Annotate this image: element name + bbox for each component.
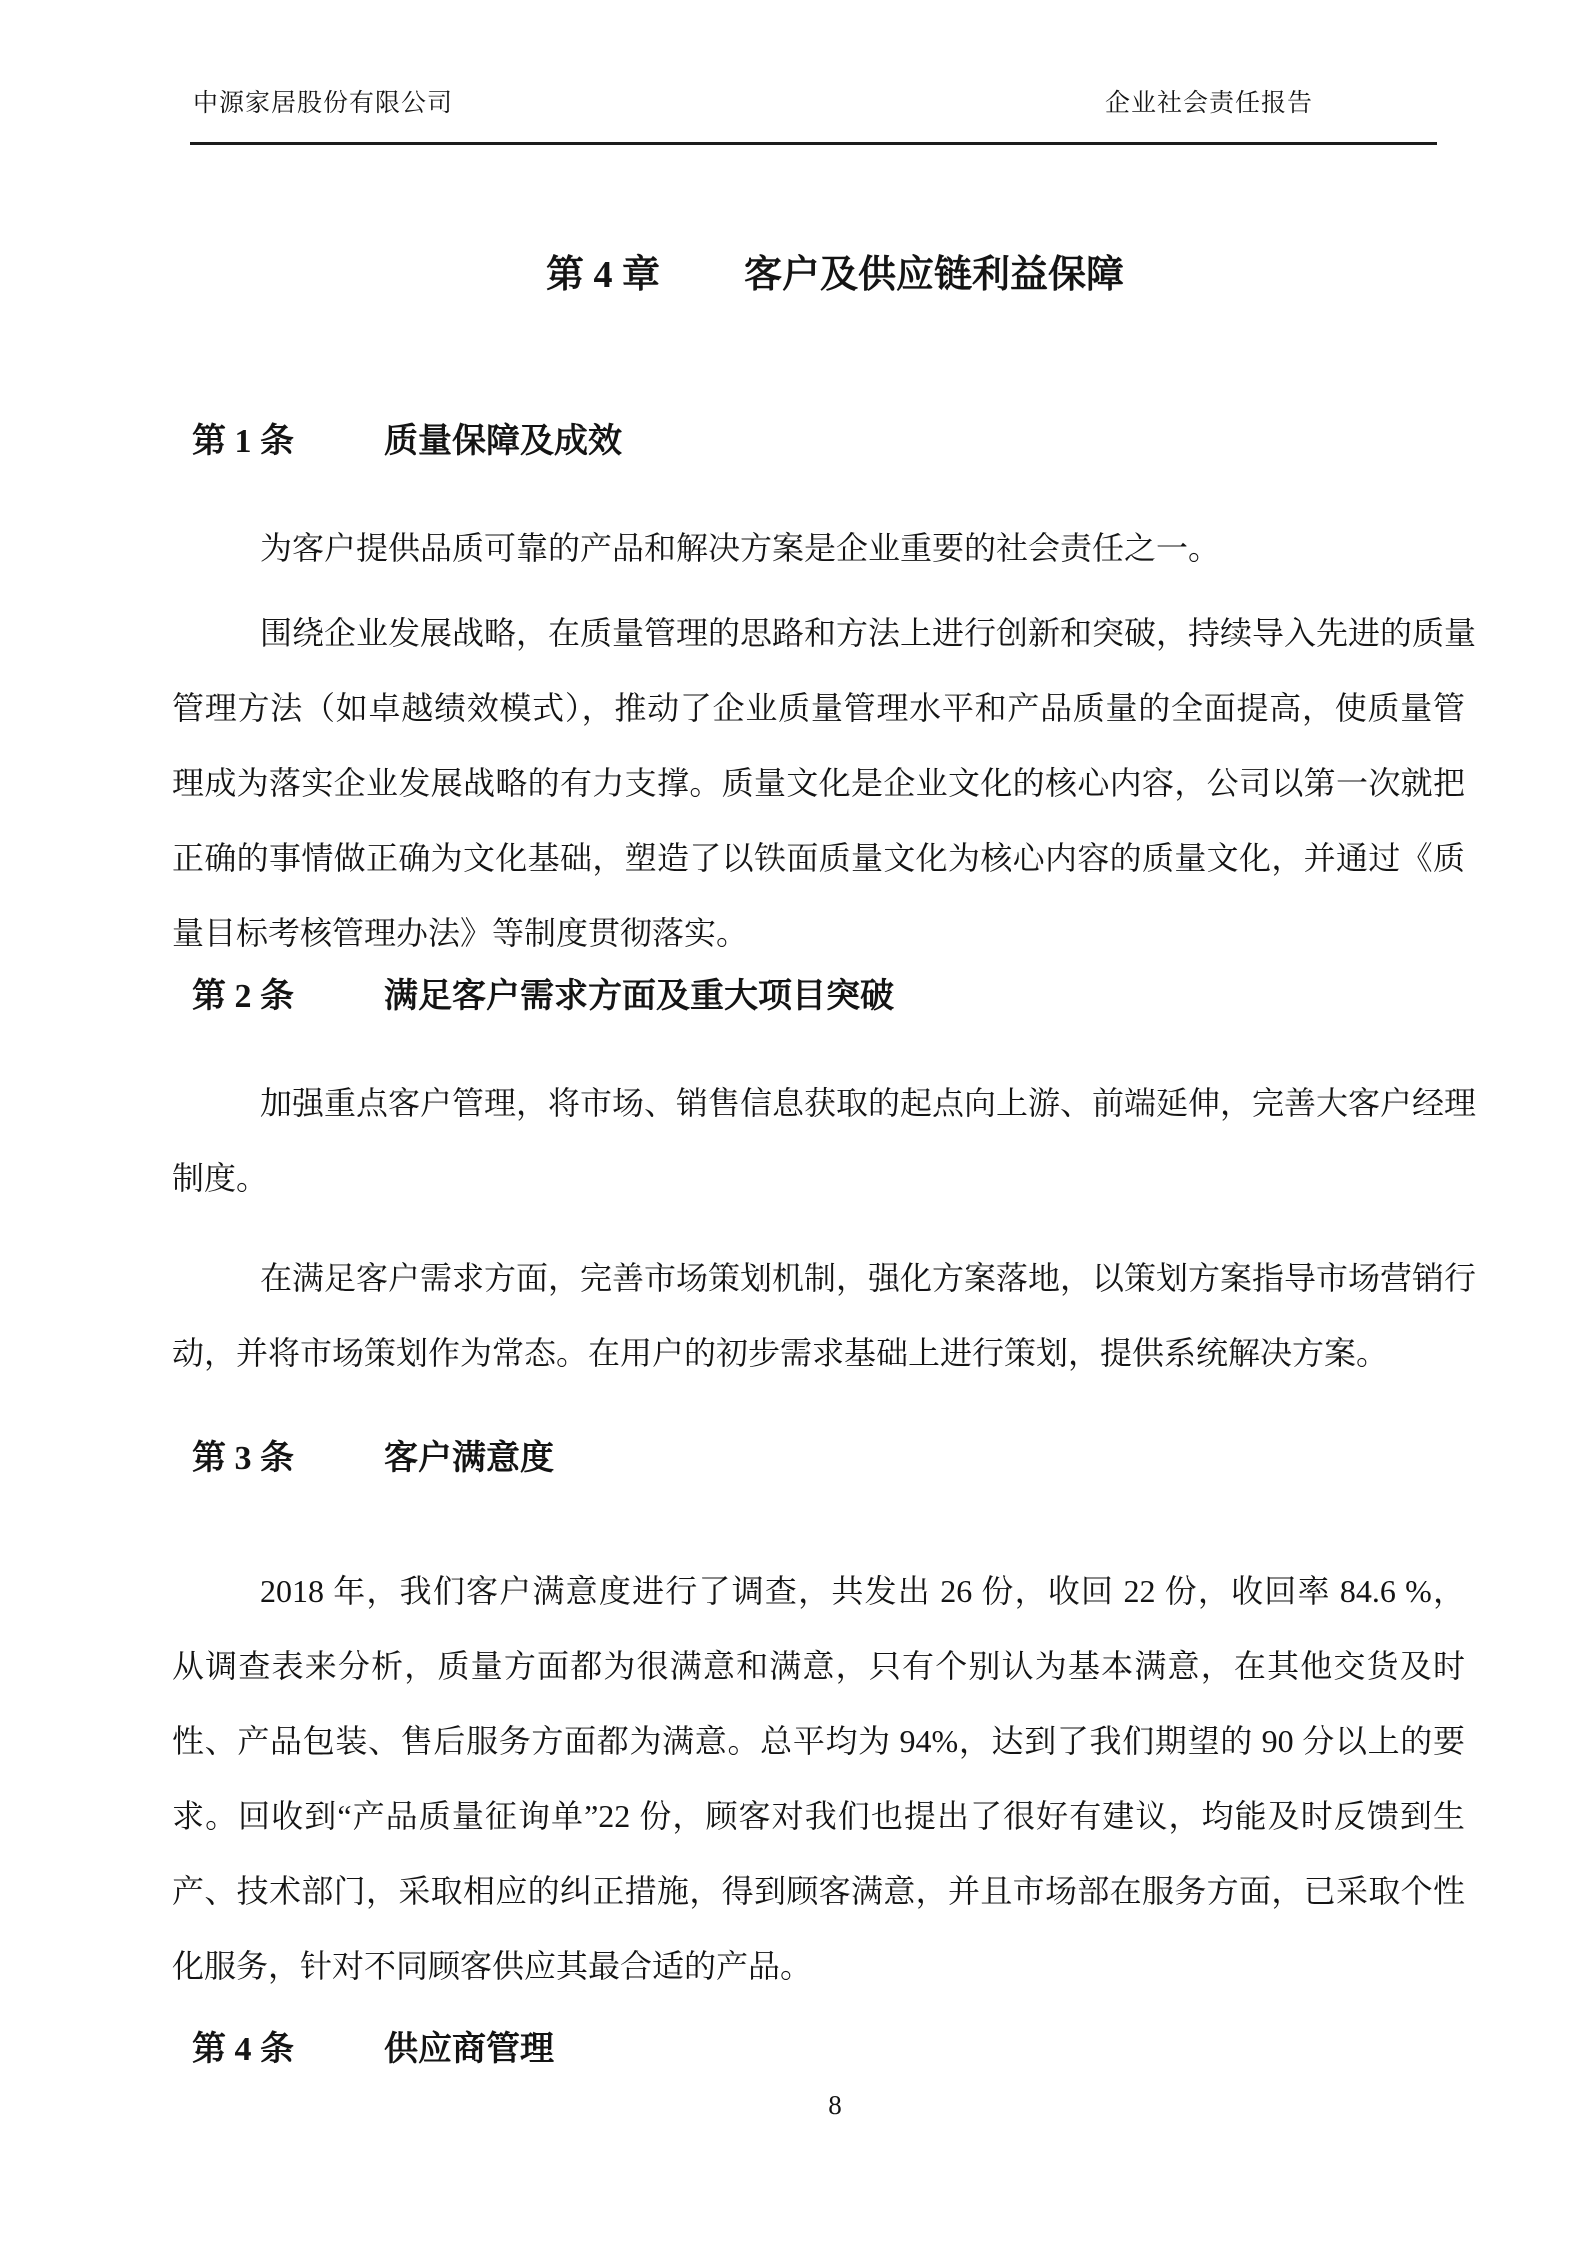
paragraph-2 xyxy=(172,596,1477,971)
chapter-title-text: 客户及供应链利益保障 xyxy=(744,254,1125,296)
section-heading-1 xyxy=(192,424,622,460)
text-line: 动，并将市场策划作为常态。在用户的初步需求基础上进行策划，提供系统解决方案。 xyxy=(172,1335,1389,1371)
text-line: 性、产品包装、售后服务方面都为满意。总平均为 94%，达到了我们期望的 90 分以上的要 xyxy=(172,1723,1465,1759)
text-line: 量目标考核管理办法》等制度贯彻落实。 xyxy=(172,915,749,951)
chapter-number: 第 4 章 xyxy=(545,254,660,296)
text-line: 产、技术部门，采取相应的纠正措施，得到顾客满意，并且市场部在服务方面，已采取个性 xyxy=(172,1873,1465,1909)
paragraph-3 xyxy=(172,1066,1477,1216)
text-line: 正确的事情做正确为文化基础，塑造了以铁面质量文化为核心内容的质量文化，并通过《质 xyxy=(172,840,1465,876)
text-line: 围绕企业发展战略，在质量管理的思路和方法上进行创新和突破，持续导入先进的质量 xyxy=(260,615,1477,651)
text-line: 2018 年，我们客户满意度进行了调查，共发出 26 份，收回 22 份，收回率 84.6 %， xyxy=(260,1573,1465,1609)
paragraph-5 xyxy=(172,1554,1465,2004)
header-company-name: 中源家居股份有限公司 xyxy=(193,90,454,117)
section-heading-4 xyxy=(192,2032,554,2068)
section-3-number: 第 3 条 xyxy=(192,1440,294,1477)
section-heading-3 xyxy=(192,1441,554,1477)
text-line: 管理方法（如卓越绩效模式），推动了企业质量管理水平和产品质量的全面提高，使质量管 xyxy=(172,690,1465,726)
text-line: 化服务，针对不同顾客供应其最合适的产品。 xyxy=(172,1948,813,1984)
text-line: 为客户提供品质可靠的产品和解决方案是企业重要的社会责任之一。 xyxy=(260,530,1221,566)
section-2-number: 第 2 条 xyxy=(192,978,294,1015)
header-report-title: 企业社会责任报告 xyxy=(1104,90,1313,117)
header-rule xyxy=(190,142,1437,145)
text-line: 从调查表来分析，质量方面都为很满意和满意，只有个别认为基本满意，在其他交货及时 xyxy=(172,1648,1465,1684)
paragraph-4 xyxy=(172,1241,1477,1391)
section-4-number: 第 4 条 xyxy=(192,2031,294,2068)
page-number: 8 xyxy=(828,2090,842,2120)
section-3-title: 客户满意度 xyxy=(384,1440,554,1477)
text-line: 理成为落实企业发展战略的有力支撑。质量文化是企业文化的核心内容，公司以第一次就把 xyxy=(172,765,1465,801)
text-line: 制度。 xyxy=(172,1160,269,1196)
chapter-title xyxy=(546,251,1124,299)
text-line: 加强重点客户管理，将市场、销售信息获取的起点向上游、前端延伸，完善大客户经理 xyxy=(260,1085,1477,1121)
text-line: 求。回收到“产品质量征询单”22 份，顾客对我们也提出了很好有建议，均能及时反馈到生 xyxy=(172,1798,1465,1834)
page-header xyxy=(193,90,1313,118)
text-line: 在满足客户需求方面，完善市场策划机制，强化方案落地，以策划方案指导市场营销行 xyxy=(260,1260,1477,1296)
section-2-title: 满足客户需求方面及重大项目突破 xyxy=(384,978,894,1015)
section-1-number: 第 1 条 xyxy=(192,423,294,460)
section-1-title: 质量保障及成效 xyxy=(384,423,622,460)
section-4-title: 供应商管理 xyxy=(384,2031,554,2068)
paragraph-1 xyxy=(172,511,1465,586)
section-heading-2 xyxy=(192,979,894,1015)
